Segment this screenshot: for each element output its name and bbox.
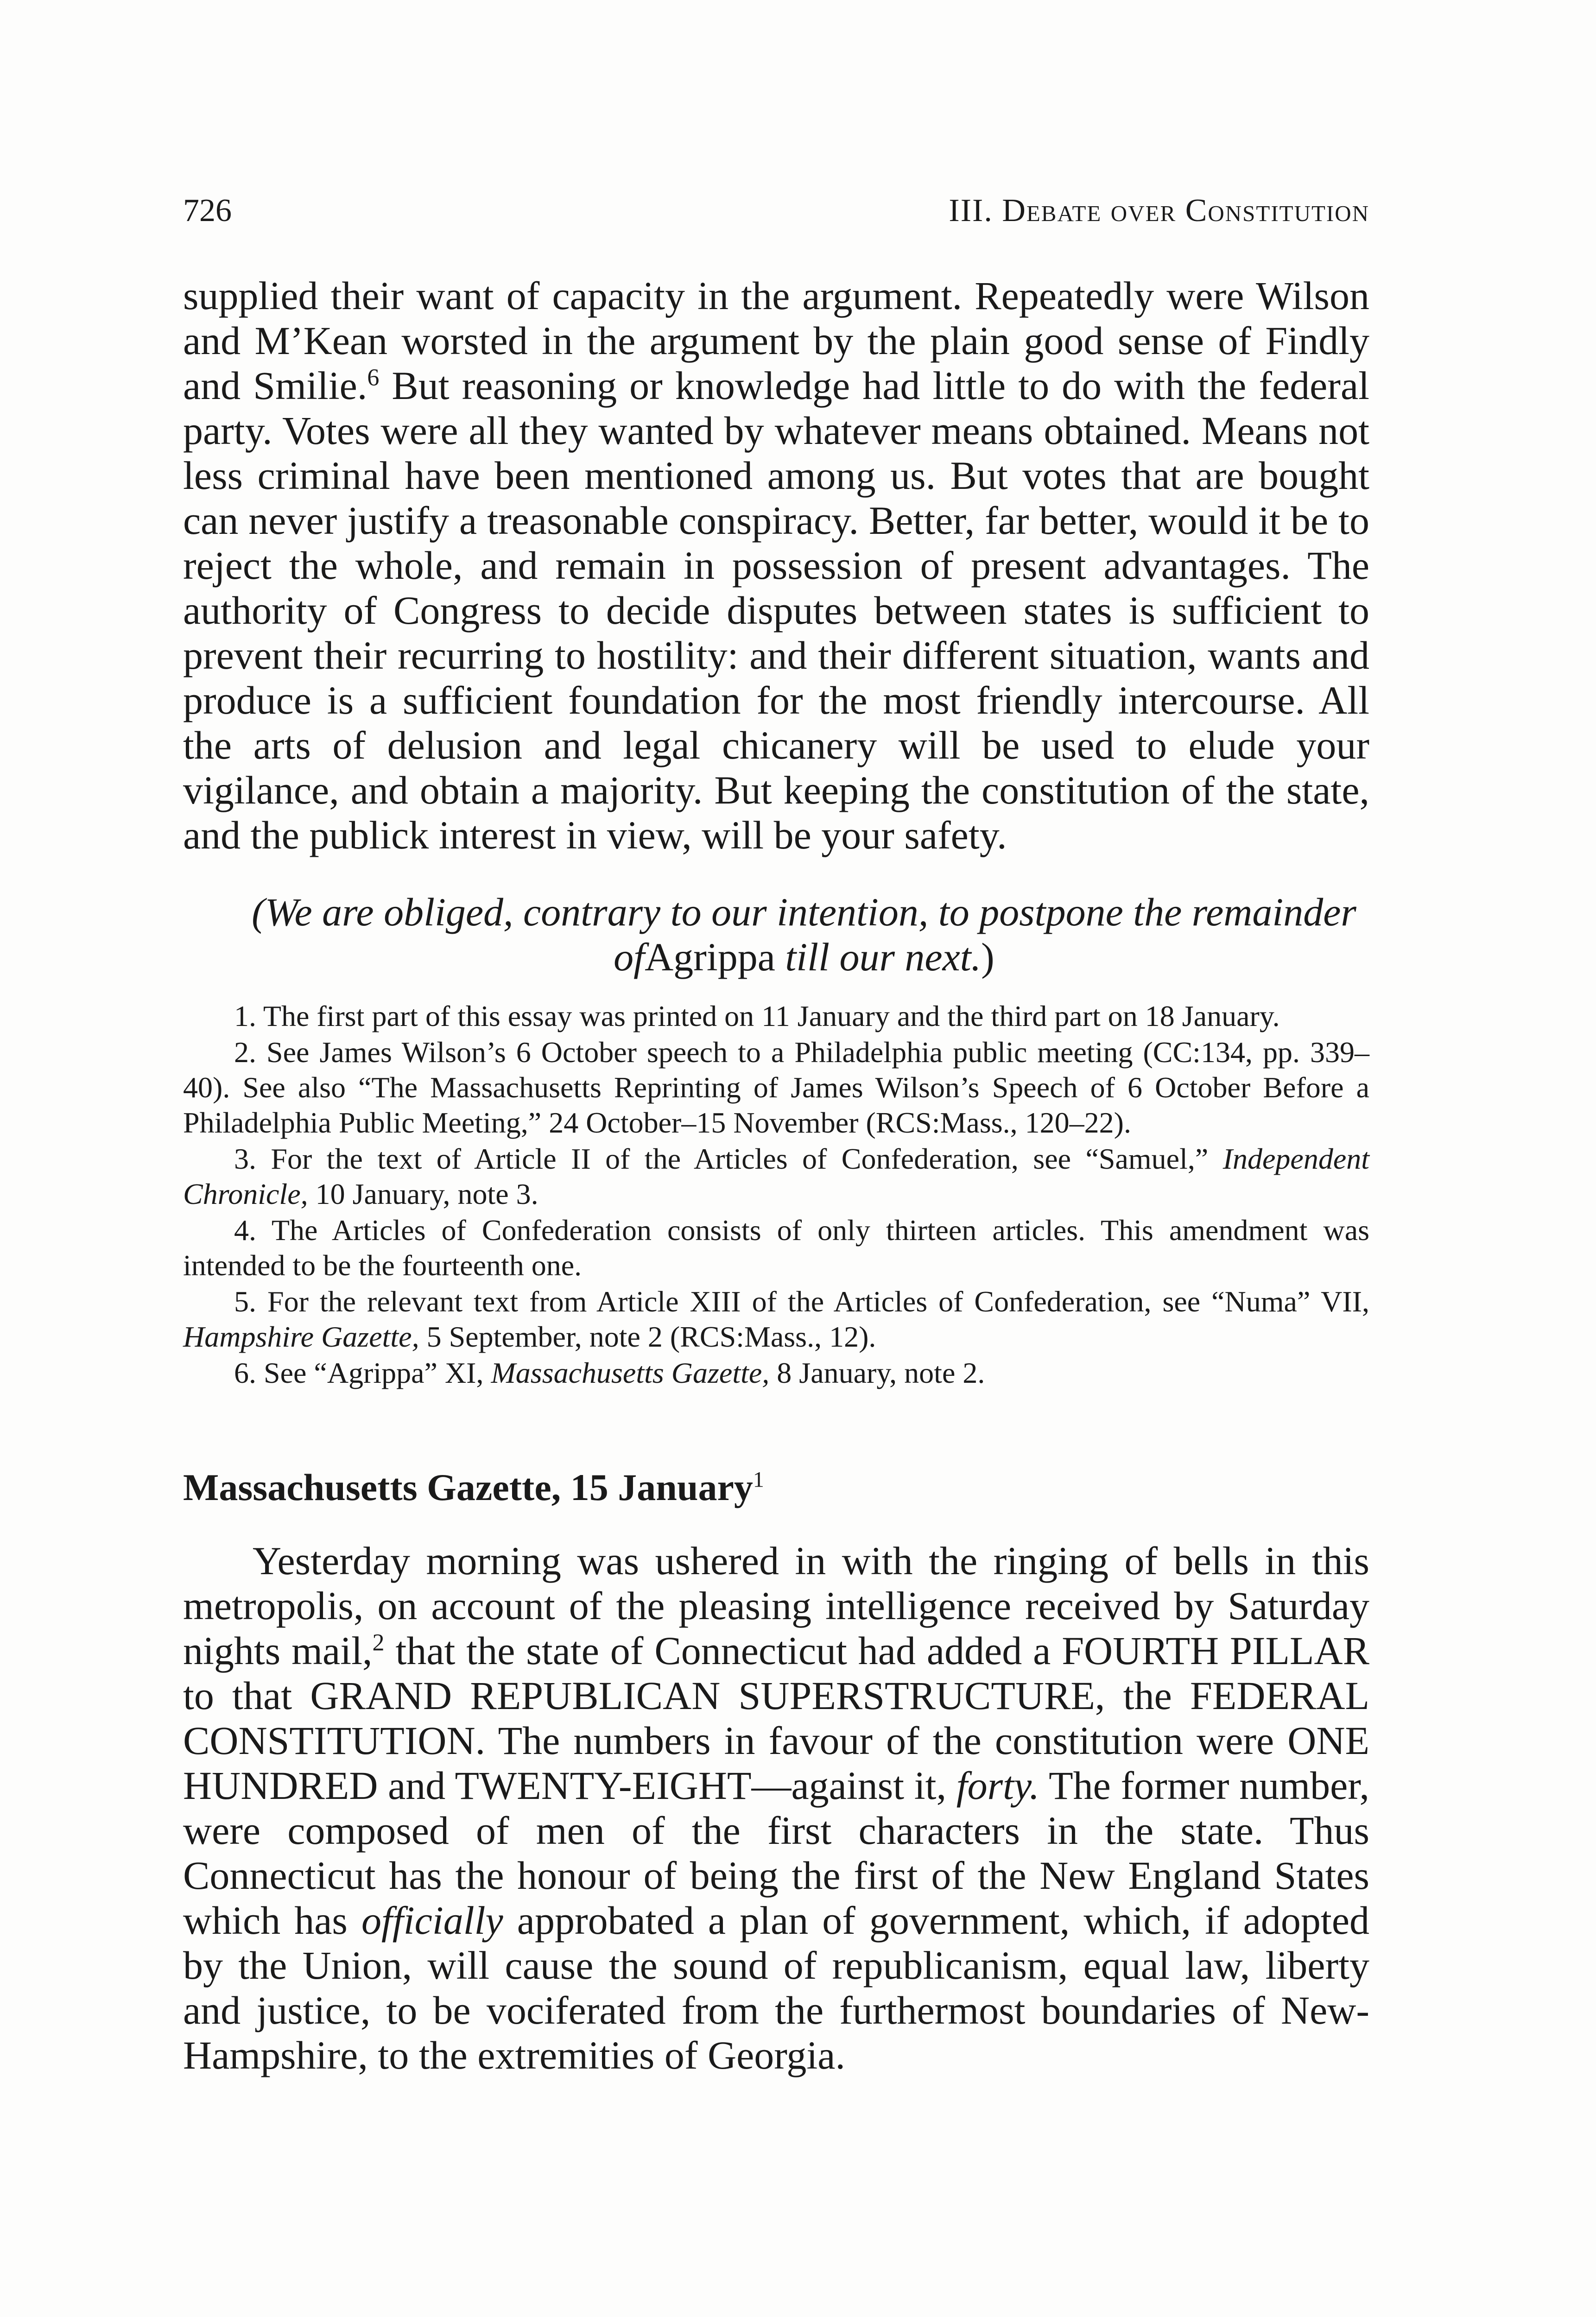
- editor-note-close: ): [981, 935, 994, 979]
- footnote: [183, 1284, 1369, 1355]
- footnote-marker: 6: [367, 364, 380, 391]
- page-number: 726: [183, 193, 232, 228]
- footnote-text: 10 January, note 3.: [308, 1177, 538, 1210]
- editor-note-italic-b: till our next.: [775, 935, 982, 979]
- footnote-text: 5. For the relevant text from Article XIII of the Articles of Confederation, see “Numa” VII,: [234, 1285, 1369, 1318]
- footnote-text: 3. For the text of Article II of the Articles of Confederation, see “Samuel,”: [234, 1142, 1223, 1175]
- footnote-marker: 2: [372, 1629, 385, 1656]
- footnote-publication: Independent Chronicle,: [183, 1142, 1369, 1210]
- editor-note-italic-a: We are obliged, contrary to our intention, to postpone the remainder of: [265, 890, 1356, 979]
- article-text: approbated a plan of government, which, if adopted by the Union, will cause the sound of republicanism, equal law, liberty and justice, to be vociferated from the furthermost boundaries of New-Hampshire, to the extremities of Georgia.: [183, 1898, 1369, 2077]
- footnote: [183, 999, 1369, 1034]
- running-head: [183, 190, 1369, 232]
- essay-paragraph: [183, 273, 1369, 858]
- essay-text-b: But reasoning or knowledge had little to do with the federal party. Votes were all they wanted by whatever means obtained. Means not less criminal have been mentioned among us. But votes that are bought can never justify a treasonable conspiracy. Better, far better, would it be to reject the whole, and remain in possession of present advantages. The authority of Congress to decide disputes between states is sufficient to prevent their recurring to hostility: and their different situation, wants and produce is a sufficient foundation for the most friendly intercourse. All the arts of delusion and legal chicanery will be used to elude your vigilance, and obtain a majority. But keeping the constitution of the state, and the publick interest in view, will be your safety.: [183, 363, 1370, 857]
- article-emphasis: officially: [361, 1898, 503, 1943]
- article-text: that the state of Connecticut had added a FOURTH PILLAR to that GRAND REPUBLICAN SUPERSTRUCTURE, the FEDERAL CONSTITUTION. The numbers in favour of the constitution were ONE HUNDRED and TWENTY-EIGHT—against it,: [183, 1628, 1370, 1808]
- footnote: [183, 1141, 1369, 1212]
- footnote: [183, 1035, 1369, 1140]
- continued-essay: [183, 273, 1369, 858]
- footnote-text: 8 January, note 2.: [769, 1356, 985, 1389]
- editor-note-roman: Agrippa: [645, 935, 775, 979]
- article-text: The former number, were composed of men of the first characters in the state. Thus Connecticut has the honour of being the first of the New England States which has: [183, 1763, 1369, 1943]
- article-body: [183, 1538, 1369, 2078]
- footnote-marker: 1: [753, 1467, 764, 1492]
- footnote: [183, 1213, 1369, 1283]
- article-paragraph: [183, 1538, 1369, 2078]
- footnote-text: 5 September, note 2 (RCS:Mass., 12).: [419, 1320, 876, 1353]
- article-heading: [183, 1464, 1369, 1511]
- footnote-publication: Massachusetts Gazette,: [491, 1356, 770, 1389]
- section-title: III. Debate over Constitution: [949, 193, 1369, 228]
- editor-note: [183, 890, 1425, 980]
- article-emphasis: forty.: [956, 1763, 1039, 1808]
- footnote-text: 4. The Articles of Confederation consists of only thirteen articles. This amendment was intended to be the fourteenth one.: [183, 1214, 1369, 1282]
- footnote: [183, 1355, 1369, 1391]
- essay-text-a: supplied their want of capacity in the argument. Repeatedly were Wilson and M’Kean worsted in the argument by the plain good sense of Findly and Smilie.: [183, 273, 1369, 408]
- footnotes: [183, 999, 1369, 1392]
- footnote-text: 6. See “Agrippa” XI,: [234, 1356, 491, 1389]
- footnote-text: 1. The first part of this essay was printed on 11 January and the third part on 18 January.: [234, 1000, 1280, 1032]
- footnote-publication: Hampshire Gazette,: [183, 1320, 419, 1353]
- editor-note-open: (: [252, 890, 265, 934]
- footnote-text: 2. See James Wilson’s 6 October speech to a Philadelphia public meeting (CC:134, pp. 339–40). See also “The Massachusetts Reprinting of James Wilson’s Speech of 6 October Before a Philadelphia Public Meeting,” 24 October–15 November (RCS:Mass., 120–22).: [183, 1036, 1369, 1139]
- article-text: Yesterday morning was ushered in with the ringing of bells in this metropolis, on account of the pleasing intelligence received by Saturday nights mail,: [183, 1538, 1369, 1673]
- article-heading-text: Massachusetts Gazette, 15 January: [183, 1466, 753, 1508]
